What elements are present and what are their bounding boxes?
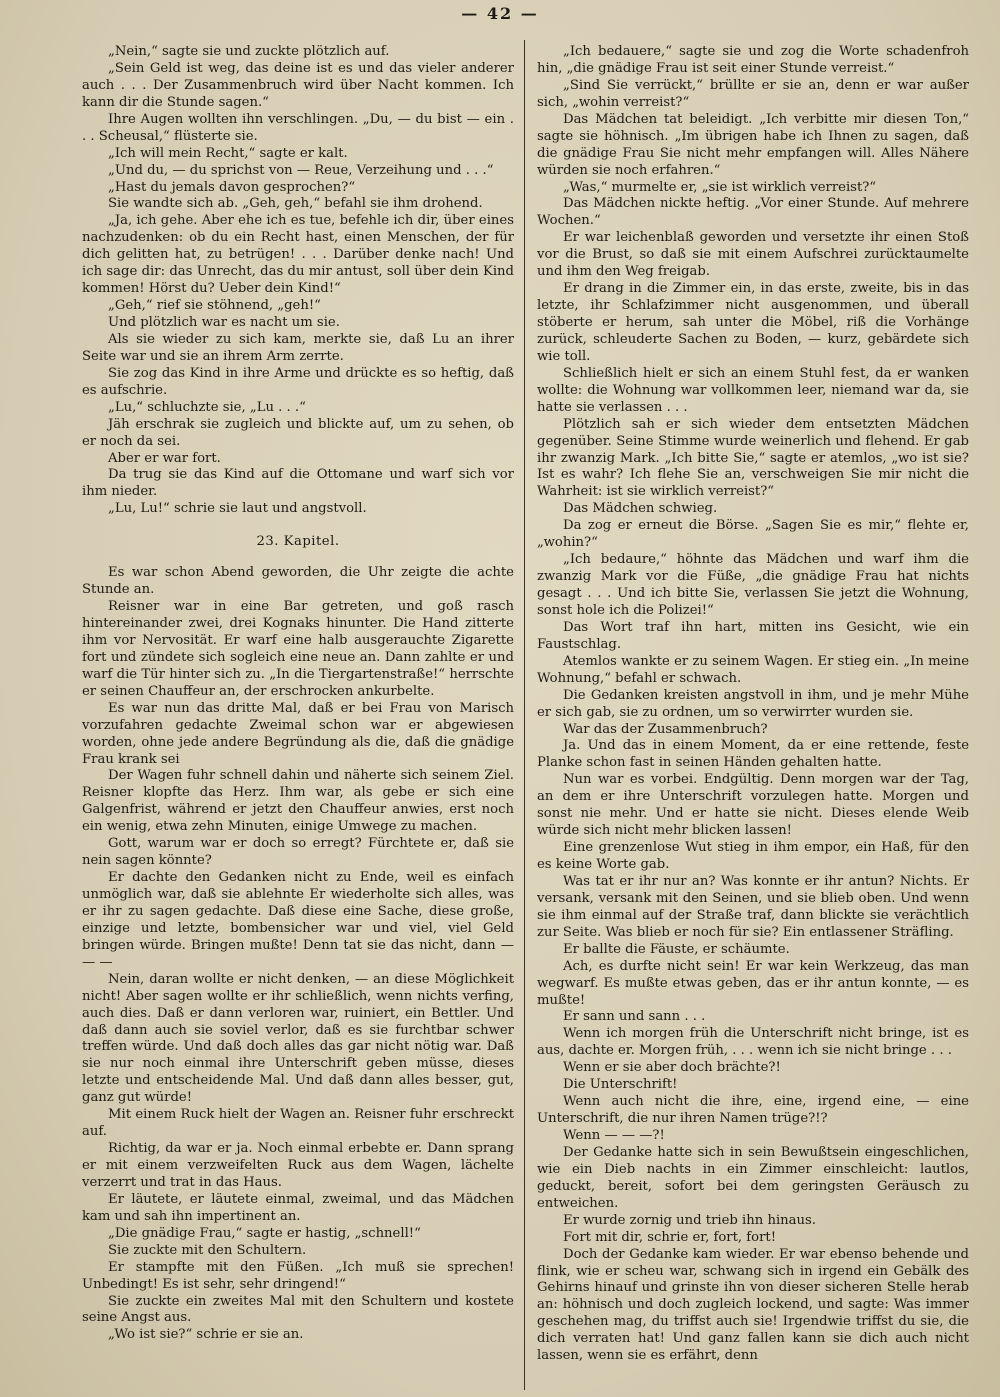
paragraph: Was tat er ihr nur an? Was konnte er ihr antun? Nichts. Er versank, versank mit den Seinen, und sie blieb oben. Und wenn sie ihm einmal auf der Straße traf, dann blickte sie verächtlich zur Seite. Was blieb er noch für sie? Ein entlassener Sträfling. [537, 873, 969, 940]
paragraph: Er wurde zornig und trieb ihn hinaus. [563, 1212, 816, 1228]
paragraph: „Was,“ murmelte er, „sie ist wirklich verreist?“ [563, 179, 877, 195]
paragraph: Der Wagen fuhr schnell dahin und näherte sich seinem Ziel. Reisner klopfte das Herz. Ihm war, als gebe er sich eine Galgenfrist, während er jetzt den Chauffeur anwies, erst noch ein wenig, etwa zehn Minuten, einige Umwege zu machen. [82, 768, 514, 835]
paragraph: „Nein,“ sagte sie und zuckte plötzlich auf. [108, 44, 390, 59]
paragraph: Ihre Augen wollten ihn verschlingen. „Du, — du bist — ein . . . Scheusal,“ flüsterte sie. [82, 111, 514, 144]
paragraph: Er drang in die Zimmer ein, in das erste, zweite, bis in das letzte, ihr Schlafzimmer nicht ausgenommen, und überall stöberte er herum, sah unter die Möbel, riß die Vorhänge zurück, schleuderte Sachen zu Boden, — kurz, gebärdete sich wie toll. [537, 281, 969, 364]
paragraph: Wenn ich morgen früh die Unterschrift nicht bringe, ist es aus, dachte er. Morgen früh, . . . wenn ich sie nicht bringe . . . [537, 1026, 969, 1059]
left-column [82, 44, 514, 1389]
paragraph: Mit einem Ruck hielt der Wagen an. Reisner fuhr erschreckt auf. [82, 1107, 514, 1140]
paragraph: Er läutete, er läutete einmal, zweimal, und das Mädchen kam und sah ihn impertinent an. [82, 1191, 514, 1224]
paragraph: Die Gedanken kreisten angstvoll in ihm, und je mehr Mühe er sich gab, sie zu ordnen, um so verwirrter wurden sie. [537, 687, 969, 720]
paragraph: Sie wandte sich ab. „Geh, geh,“ befahl sie ihm drohend. [108, 196, 483, 212]
paragraph: Reisner war in eine Bar getreten, und goß rasch hintereinander zwei, drei Kognaks hinunter. Die Hand zitterte ihm vor Nervosität. Er warf eine halb ausgerauchte Zigarette fort und zündete sich sogleich eine neue an. Dann zahlte er und warf die Tür hinter sich zu. „In die Tiergartenstraße!“ herrschte er seinen Chauffeur an, der erschrocken ankurbelte. [82, 599, 514, 699]
paragraph: Das Mädchen tat beleidigt. „Ich verbitte mir diesen Ton,“ sagte sie höhnisch. „Im übrigen habe ich Ihnen zu sagen, daß die gnädige Frau Sie nicht mehr empfangen will. Alles Nähere würden sie noch erfahren.“ [537, 111, 969, 178]
paragraph: Da trug sie das Kind auf die Ottomane und warf sich vor ihm nieder. [82, 467, 514, 500]
paragraph: „Lu,“ schluchzte sie, „Lu . . .“ [108, 399, 306, 415]
paragraph: Ja. Und das in einem Moment, da er eine rettende, feste Planke schon fast in seinen Händen gehalten hatte. [537, 738, 969, 771]
paragraph: Er dachte den Gedanken nicht zu Ende, weil es einfach unmöglich war, daß sie ablehnte Er wiederholte sich alles, was er ihr zu sagen gedachte. Daß diese eine Sache, diese große, einzige und letzte, bombensicher war und viel, viel Geld bringen würde. Bringen mußte! Denn tat sie das nicht, dann — — — [82, 870, 514, 970]
paragraph: Eine grenzenlose Wut stieg in ihm empor, ein Haß, für den es keine Worte gab. [537, 840, 969, 872]
paragraph: Gott, warum war er doch so erregt? Fürchtete er, daß sie nein sagen könnte? [82, 836, 514, 869]
paragraph: War das der Zusammenbruch? [563, 721, 768, 737]
paragraph: Es war schon Abend geworden, die Uhr zeigte die achte Stunde an. [82, 565, 514, 598]
paragraph: Das Mädchen nickte heftig. „Vor einer Stunde. Auf mehrere Wochen.“ [537, 196, 969, 229]
paragraph: Er war leichenblaß geworden und versetzte ihr einen Stoß vor die Brust, so daß sie mit einem Aufschrei zurücktaumelte und ihm den Weg freigab. [537, 230, 969, 280]
paragraph: Er stampfte mit den Füßen. „Ich muß sie sprechen! Unbedingt! Es ist sehr, sehr dringend!“ [82, 1259, 514, 1292]
paragraph: Der Gedanke hatte sich in sein Bewußtsein eingeschlichen, wie ein Dieb nachts in ein Zimmer einschleicht: lautlos, geduckt, bereit, sofort bei dem geringsten Geräusch zu entweichen. [537, 1144, 969, 1211]
right-column [537, 44, 969, 1389]
paragraph: Und plötzlich war es nacht um sie. [108, 315, 340, 330]
paragraph: „Lu, Lu!“ schrie sie laut und angstvoll. [108, 501, 367, 517]
paragraph: Das Wort traf ihn hart, mitten ins Gesicht, wie ein Faustschlag. [537, 619, 969, 652]
paragraph: Da zog er erneut die Börse. „Sagen Sie es mir,“ flehte er, „wohin?“ [537, 518, 969, 551]
paragraph: Wenn auch nicht die ihre, eine, irgend eine, — eine Unterschrift, die nur ihren Namen trüge?!? [537, 1094, 969, 1127]
paragraph: Sie zuckte ein zweites Mal mit den Schultern und kostete seine Angst aus. [82, 1293, 514, 1326]
paragraph: Wenn — — —?! [563, 1128, 665, 1143]
paragraph: Sie zog das Kind in ihre Arme und drückte es so heftig, daß es aufschrie. [82, 365, 514, 398]
column-divider [524, 40, 525, 1390]
paragraph: Jäh erschrak sie zugleich und blickte auf, um zu sehen, ob er noch da sei. [82, 416, 514, 449]
paragraph: Atemlos wankte er zu seinem Wagen. Er stieg ein. „In meine Wohnung,“ befahl er schwach. [537, 653, 969, 686]
paragraph: Es war nun das dritte Mal, daß er bei Frau von Marisch vorzufahren gedachte Zweimal schon war er abgewiesen worden, ohne jede andere Begründung als die, daß die gnädige Frau krank sei [82, 700, 514, 767]
paragraph: Er ballte die Fäuste, er schäumte. [563, 941, 790, 957]
paragraph: Plötzlich sah er sich wieder dem entsetzten Mädchen gegenüber. Seine Stimme wurde weinerlich und flehend. Er gab ihr zwanzig Mark. „Ich bitte Sie,“ sagte er atemlos, „wo ist sie? Ist es wahr? Ich flehe Sie an, verschweigen Sie mir nicht die Wahrheit: ist sie wirklich verreist?“ [537, 416, 969, 500]
paragraph: „Sein Geld ist weg, das deine ist es und das vieler anderer auch . . . Der Zusammenbruch wird über Nacht kommen. Ich kann dir die Stunde sagen.“ [82, 60, 514, 110]
paragraph: „Wo ist sie?“ schrie er sie an. [108, 1327, 304, 1343]
left-paragraphs-after [82, 565, 514, 1344]
paragraph: Er sann und sann . . . [563, 1009, 706, 1025]
paragraph: Doch der Gedanke kam wieder. Er war ebenso behende und flink, wie er scheu war, schwang sich in irgend ein Gebälk des Gehirns hinauf und grinste ihn von dieser sicheren Stelle herab an: höhnisch und doch zugleich lockend, und sagte: Was immer geschehen mag, du triffst auch sie! Irgendwie triffst du sie, die dich verraten hat! Und ganz fallen kann sie dich auch nicht lassen, wenn sie es erfährt, denn [537, 1246, 969, 1364]
paragraph: Fort mit dir, schrie er, fort, fort! [563, 1229, 777, 1245]
paragraph: „Und du, — du sprichst von — Reue, Verzeihung und . . .“ [108, 162, 494, 178]
left-paragraphs-before [82, 44, 514, 518]
paragraph: Nein, daran wollte er nicht denken, — an diese Möglichkeit nicht! Aber sagen wollte er ihr schließlich, wenn nichts verfing, auch dies. Daß er dann verloren war, ruiniert, ein Bettler. Und daß dann auch sie soviel verlor, daß es sie furchtbar schwer treffen würde. Und daß doch alles das gar nicht nötig war. Daß sie nur noch einmal ihre Unterschrift geben müsse, dieses letzte und entscheidende Mal. Und daß dann alles besser, gut, ganz gut würde! [82, 971, 514, 1106]
paragraph: Als sie wieder zu sich kam, merkte sie, daß Lu an ihrer Seite war und sie an ihrem Arm zerrte. [82, 331, 514, 364]
paragraph: Die Unterschrift! [563, 1077, 678, 1093]
paragraph: Das Mädchen schwieg. [563, 501, 718, 517]
paragraph: Aber er war fort. [108, 450, 221, 466]
paragraph: „Ich bedaure,“ höhnte das Mädchen und warf ihm die zwanzig Mark vor die Füße, „die gnädige Frau hat nichts gesagt . . . Und ich bitte Sie, verlassen Sie jetzt die Wohnung, sonst hole ich die Polizei!“ [537, 552, 969, 618]
right-paragraphs [537, 44, 969, 1365]
paragraph: Wenn er sie aber doch brächte?! [563, 1060, 781, 1076]
paragraph: „Ich will mein Recht,“ sagte er kalt. [108, 145, 348, 161]
paragraph: „Sind Sie verrückt,“ brüllte er sie an, denn er war außer sich, „wohin verreist?“ [537, 77, 969, 110]
paragraph: Ach, es durfte nicht sein! Er war kein Werkzeug, das man wegwarf. Es mußte etwas geben, das er ihr antun konnte, — es mußte! [537, 958, 969, 1008]
paragraph: „Ja, ich gehe. Aber ehe ich es tue, befehle ich dir, über eines nachzudenken: ob du ein Recht hast, einen Menschen, der für dich gelitten hat, zu betrügen! . . . Darüber denke nach! Und ich sage dir: das Unrecht, das du mir antust, soll über dein Kind kommen! Hörst du? Ueber dein Kind!“ [82, 213, 514, 297]
paragraph: „Ich bedauere,“ sagte sie und zog die Worte schadenfroh hin, „die gnädige Frau ist seit einer Stunde verreist.“ [537, 44, 969, 76]
chapter-heading: 23. Kapitel. [256, 534, 340, 550]
paragraph: Richtig, da war er ja. Noch einmal erbebte er. Dann sprang er mit einem verzweifelten Ruck aus dem Wagen, lächelte verzerrt und trat in das Haus. [82, 1141, 514, 1190]
paragraph: Nun war es vorbei. Endgültig. Denn morgen war der Tag, an dem er ihre Unterschrift vorzulegen hatte. Morgen und sonst nie mehr. Und er hatte sie nicht. Dieses elende Weib würde sich nicht mehr blicken lassen! [537, 772, 969, 839]
paragraph: Schließlich hielt er sich an einem Stuhl fest, da er wanken wollte: die Wohnung war vollkommen leer, niemand war da, sie hatte sie verlassen . . . [537, 365, 969, 415]
paragraph: „Geh,“ rief sie stöhnend, „geh!“ [108, 298, 321, 314]
paragraph: Sie zuckte mit den Schultern. [108, 1242, 307, 1258]
page-number: — 42 — [461, 4, 539, 23]
paragraph: „Die gnädige Frau,“ sagte er hastig, „schnell!“ [108, 1225, 421, 1241]
paragraph: „Hast du jemals davon gesprochen?“ [108, 179, 356, 195]
